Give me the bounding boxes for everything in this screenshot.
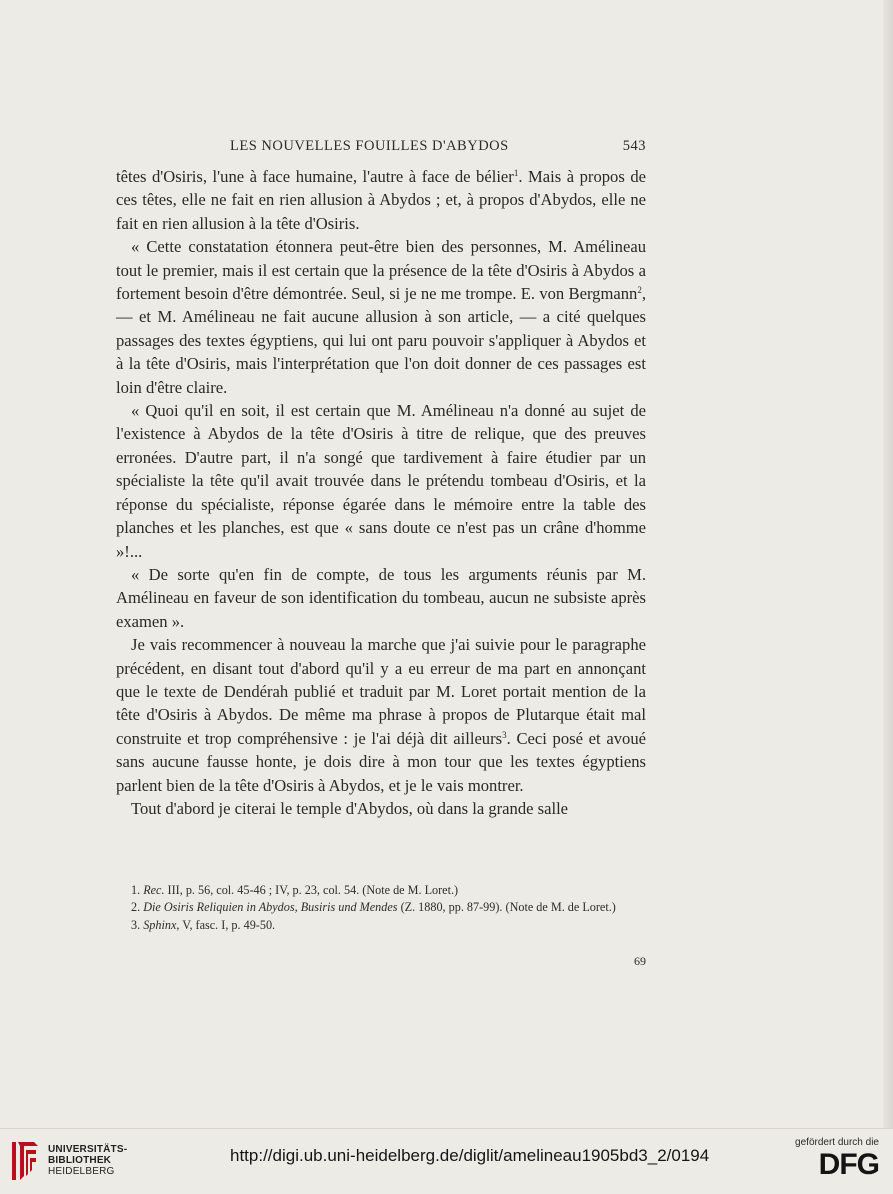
footnote-3-number: 3. xyxy=(131,917,144,932)
permalink-url[interactable]: http://digi.ub.uni-heidelberg.de/diglit/amelineau1905bd3_2/0194 xyxy=(230,1146,710,1165)
footnote-1-title: Rec. xyxy=(143,883,165,897)
page-number: 543 xyxy=(622,138,646,154)
dfg-funding[interactable] xyxy=(779,1137,879,1187)
paragraph-5-text: Je vais recommencer à nouveau la marche que j'ai suivie pour le paragraphe précédent, en disant tout d'abord qu'il y a eu erreur de ma part en annonçant que le texte de Dendérah publié et traduit par M. Loret portait mention de la tête d'Osiris à Abydos. De même ma phrase à propos de Plutarque était mal construite et trop compréhensive : je l'ai déjà dit ailleurs xyxy=(116,635,646,748)
viewer-footer xyxy=(0,1128,893,1194)
ub-line-2: BIBLIOTHEK xyxy=(48,1155,112,1166)
footnote-1-text: III, p. 56, col. 45-46 ; IV, p. 23, col. 54. (Note de M. Loret.) xyxy=(164,883,459,897)
footnote-2 xyxy=(116,899,646,916)
footnote-3-title: Sphinx, xyxy=(143,917,180,932)
paragraph-1 xyxy=(116,165,646,235)
footnotes xyxy=(116,882,646,934)
footnote-ref-1: 1 xyxy=(513,168,519,178)
paragraph-1-text: têtes d'Osiris, l'une à face humaine, l'autre à face de bélier xyxy=(116,167,514,186)
footnote-ref-3: 3 xyxy=(502,729,507,740)
paragraph-2-rest: , — et M. Amélineau ne fait aucune allusion à son article, — a cité quelques passages des textes égyptiens, qui lui ont paru pouvoir s'appliquer à Abydos et à la tête d'Osiris, mais l'interprétation que l'on doit donner de ces passages est loin d'être claire. xyxy=(116,284,646,397)
running-head xyxy=(116,138,646,158)
paragraph-5 xyxy=(116,633,646,797)
running-head-title: LES NOUVELLES FOUILLES D'ABYDOS xyxy=(230,138,509,154)
footnote-3-text: V, fasc. I, p. 49-50. xyxy=(179,917,276,932)
paragraph-6: Tout d'abord je citerai le temple d'Abydos, où dans la grande salle xyxy=(131,798,569,818)
footnote-3 xyxy=(116,917,646,934)
paragraph-5-rest: . Ceci posé et avoué sans aucune fausse honte, je dois dire à mon tour que les textes égyptiens parlent bien de la tête d'Osiris à Abydos, et je le vais montrer. xyxy=(116,728,646,795)
footnote-1-number: 1. xyxy=(131,883,144,897)
paragraph-3: « Quoi qu'il en soit, il est certain que M. Amélineau n'a donné au sujet de l'existence à Abydos de la tête d'Osiris à titre de relique, que des preuves erronées. D'autre part, il n'a songé que tardivement à faire étudier par un spécialiste la tête qu'il avait trouvée dans le prétendu tombeau d'Osiris, et la réponse du spécialiste, réponse égarée dans le mémoire entre la table des planches et les planches, est que « sans doute ce n'est pas un crâne d'homme »!... xyxy=(116,401,646,561)
paragraph-1-rest: . Mais à propos de ces têtes, elle ne fait en rien allusion à Abydos ; et, à propos d'Abydos, elle ne fait en rien allusion à la tête d'Osiris. xyxy=(116,167,646,233)
ub-logo-icon xyxy=(10,1138,40,1184)
footnote-2-title: Die Osiris Reliquien in Abydos, Busiris und Mendes xyxy=(143,900,398,915)
ub-heidelberg-logo[interactable] xyxy=(10,1138,128,1184)
footnote-ref-2: 2 xyxy=(637,285,642,296)
signature-mark: 69 xyxy=(634,954,646,968)
paragraph-2 xyxy=(116,235,646,399)
paragraph-2-text: « Cette constatation étonnera peut-être bien des personnes, M. Amélineau tout le premier, mais il est certain que la présence de la tête d'Osiris à Abydos a fortement besoin d'être démontrée. Seul, si je ne me trompe. E. von Bergmann xyxy=(116,237,646,304)
footnote-1 xyxy=(116,882,646,899)
body-text xyxy=(116,165,646,820)
footnote-2-number: 2. xyxy=(131,900,144,915)
ub-logo-text xyxy=(48,1144,127,1177)
paragraph-4: « De sorte qu'en fin de compte, de tous les arguments réunis par M. Amélineau en faveur de son identification du tombeau, aucun ne subsiste après examen ». xyxy=(116,564,646,631)
ub-line-3: HEIDELBERG xyxy=(48,1166,115,1177)
footnote-2-text: (Z. 1880, pp. 87-99). (Note de M. de Loret.) xyxy=(397,900,616,915)
ub-line-1: UNIVERSITÄTS- xyxy=(48,1144,128,1155)
dfg-logo: DFG xyxy=(818,1148,879,1181)
page-edge-shadow xyxy=(883,0,893,1128)
dfg-caption: gefördert durch die xyxy=(795,1137,879,1148)
